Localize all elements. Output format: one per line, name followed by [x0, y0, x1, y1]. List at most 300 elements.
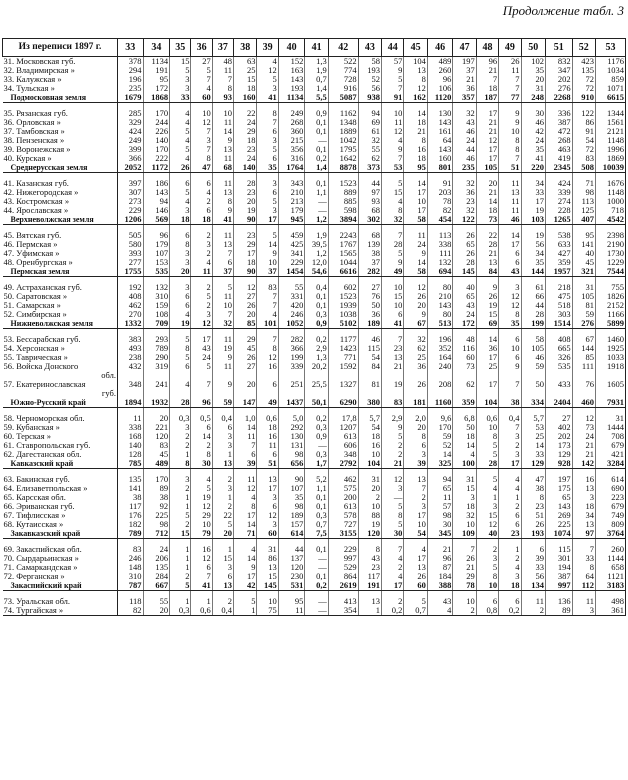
value-cell: 7: [191, 572, 212, 581]
value-cell: 159: [143, 301, 170, 310]
value-cell: 130: [278, 432, 305, 441]
value-cell: 347: [545, 66, 572, 75]
value-cell: 7: [257, 292, 278, 301]
value-cell: 187: [476, 93, 498, 103]
value-cell: 134: [521, 581, 545, 591]
value-cell: 31: [358, 475, 381, 484]
value-cell: 20: [404, 301, 427, 310]
value-cell: 65: [453, 292, 476, 301]
summary-row: [3, 215, 626, 225]
value-cell: 125: [572, 206, 595, 215]
summary-row: [3, 319, 626, 329]
value-cell: 2: [191, 441, 212, 450]
value-cell: 1514: [545, 319, 572, 329]
value-cell: [191, 389, 212, 398]
value-cell: 6: [521, 545, 545, 554]
value-cell: 343: [278, 179, 305, 188]
value-cell: 0,2: [382, 606, 404, 616]
value-cell: 143: [143, 188, 170, 197]
value-cell: 712: [143, 529, 170, 539]
table-row: [3, 353, 626, 362]
value-cell: 12: [191, 502, 212, 511]
value-cell: 5: [382, 502, 404, 511]
value-cell: 32: [358, 136, 381, 145]
value-cell: 58: [521, 335, 545, 344]
value-cell: 9: [499, 109, 521, 118]
region-cell: 52. Симбирская »: [3, 310, 67, 319]
value-cell: 8878: [328, 163, 358, 173]
value-cell: [212, 371, 233, 380]
table-row: [3, 389, 626, 398]
value-cell: 3: [170, 423, 191, 432]
value-cell: 61: [358, 127, 381, 136]
value-cell: 23: [453, 197, 476, 206]
value-cell: 8: [257, 109, 278, 118]
value-cell: 2: [212, 475, 233, 484]
value-cell: [170, 389, 191, 398]
value-cell: 27: [358, 283, 381, 292]
value-cell: 3: [257, 179, 278, 188]
value-cell: 5: [476, 441, 498, 450]
value-cell: 98: [427, 511, 453, 520]
value-cell: [382, 371, 404, 380]
value-cell: 206: [143, 554, 170, 563]
value-cell: 145: [453, 267, 476, 277]
value-cell: 290: [143, 353, 170, 362]
value-cell: [118, 389, 144, 398]
value-cell: 7: [191, 75, 212, 84]
value-cell: 30: [521, 109, 545, 118]
table-row: [3, 380, 626, 389]
value-cell: 0,3: [305, 511, 328, 520]
value-cell: 12,0: [305, 258, 328, 267]
header-col-46: 46: [427, 39, 453, 57]
value-cell: 192: [118, 283, 144, 292]
value-cell: 1134: [278, 93, 305, 103]
value-cell: 31: [521, 84, 545, 93]
value-cell: 10: [358, 502, 381, 511]
value-cell: 7,5: [305, 529, 328, 539]
value-cell: 0,6: [191, 606, 212, 616]
value-cell: 9: [476, 283, 498, 292]
value-cell: 59: [572, 310, 595, 319]
value-cell: 1592: [328, 362, 358, 371]
value-cell: 10: [257, 258, 278, 267]
value-cell: 81: [572, 301, 595, 310]
value-cell: 6: [191, 206, 212, 215]
value-cell: 103: [521, 215, 545, 225]
value-cell: 26: [453, 249, 476, 258]
value-cell: 179: [143, 240, 170, 249]
region-cell: Подмосковная земля: [3, 93, 118, 103]
header-col-35: 35: [170, 39, 191, 57]
value-cell: 176: [118, 511, 144, 520]
value-cell: 44: [358, 179, 381, 188]
value-cell: 1144: [596, 554, 626, 563]
value-cell: 13: [404, 66, 427, 75]
value-cell: 10: [404, 197, 427, 206]
value-cell: 16: [572, 475, 595, 484]
value-cell: 910: [572, 93, 595, 103]
value-cell: 614: [278, 529, 305, 539]
value-cell: 20: [521, 75, 545, 84]
value-cell: 789: [118, 529, 144, 539]
value-cell: 3: [191, 136, 212, 145]
value-cell: 199: [521, 319, 545, 329]
value-cell: 193: [358, 66, 381, 75]
value-cell: 8: [404, 432, 427, 441]
value-cell: 1148: [596, 188, 626, 197]
value-cell: 3764: [596, 529, 626, 539]
value-cell: 163: [278, 66, 305, 75]
value-cell: 6: [257, 127, 278, 136]
value-cell: 23: [234, 231, 257, 240]
value-cell: 1764: [278, 163, 305, 173]
value-cell: 7544: [596, 267, 626, 277]
value-cell: 111: [427, 249, 453, 258]
table-row: [3, 188, 626, 197]
region-cell: 55. Таврическая »: [3, 353, 68, 362]
value-cell: 4: [382, 572, 404, 581]
value-cell: 17: [382, 581, 404, 591]
header-col-39: 39: [257, 39, 278, 57]
value-cell: 4: [257, 57, 278, 67]
region-cell: 56. Войска Донского: [3, 362, 79, 371]
value-cell: 27: [545, 414, 572, 423]
value-cell: 1605: [596, 380, 626, 389]
value-cell: 1: [170, 554, 191, 563]
value-cell: 33: [521, 188, 545, 197]
value-cell: 393: [118, 249, 144, 258]
value-cell: 11: [118, 414, 144, 423]
value-cell: 809: [596, 520, 626, 529]
region-cell: 48. Оренбургская »: [3, 258, 73, 267]
value-cell: [358, 371, 381, 380]
value-cell: 339: [545, 188, 572, 197]
value-cell: 82: [118, 606, 144, 616]
table-row: [3, 75, 626, 84]
value-cell: 345: [427, 529, 453, 539]
value-cell: 8: [499, 310, 521, 319]
value-cell: 0,2: [305, 335, 328, 344]
value-cell: [212, 389, 233, 398]
value-cell: 64: [572, 572, 595, 581]
value-cell: 319: [143, 362, 170, 371]
value-cell: 249: [278, 109, 305, 118]
value-cell: 1795: [328, 145, 358, 154]
value-cell: 28: [382, 240, 404, 249]
value-cell: 56: [521, 240, 545, 249]
value-cell: 1,7: [305, 459, 328, 469]
value-cell: 10: [212, 109, 233, 118]
value-cell: [404, 389, 427, 398]
value-cell: 0,7: [404, 606, 427, 616]
value-cell: [427, 389, 453, 398]
header-col-48: 48: [476, 39, 498, 57]
value-cell: 20: [170, 267, 191, 277]
table-row: [3, 362, 626, 371]
value-cell: 2404: [545, 398, 572, 408]
value-cell: 6: [170, 301, 191, 310]
value-cell: 48: [212, 57, 233, 67]
value-cell: 1,0: [234, 414, 257, 423]
value-cell: 0,4: [499, 414, 521, 423]
value-cell: 11: [212, 362, 233, 371]
value-cell: 1565: [328, 249, 358, 258]
value-cell: 19: [358, 520, 381, 529]
value-cell: 12: [257, 353, 278, 362]
value-cell: 122: [572, 109, 595, 118]
value-cell: 21: [382, 362, 404, 371]
value-cell: 4: [170, 197, 191, 206]
value-cell: 91: [427, 179, 453, 188]
value-cell: 8: [257, 344, 278, 353]
value-cell: 25: [234, 66, 257, 75]
value-cell: 402: [545, 423, 572, 432]
value-cell: 10: [257, 597, 278, 606]
value-cell: 1561: [596, 118, 626, 127]
value-cell: 6: [499, 520, 521, 529]
value-cell: 12: [572, 414, 595, 423]
value-cell: 3: [212, 441, 233, 450]
value-cell: 16: [257, 432, 278, 441]
value-cell: 4: [170, 118, 191, 127]
value-cell: 1925: [596, 344, 626, 353]
value-cell: 1642: [328, 154, 358, 163]
value-cell: 3: [212, 484, 233, 493]
value-cell: 8: [191, 154, 212, 163]
value-cell: 130: [427, 109, 453, 118]
region-cell: 47. Уфимская »: [3, 249, 60, 258]
value-cell: 24: [404, 240, 427, 249]
value-cell: 184: [427, 572, 453, 581]
value-cell: 5: [257, 197, 278, 206]
value-cell: 11: [427, 493, 453, 502]
value-cell: 105: [572, 292, 595, 301]
value-cell: 57: [382, 57, 404, 67]
value-cell: 2: [191, 249, 212, 258]
value-cell: 238: [118, 353, 144, 362]
value-cell: 173: [545, 441, 572, 450]
value-cell: 4: [170, 136, 191, 145]
value-cell: 4: [191, 475, 212, 484]
value-cell: 5: [212, 520, 233, 529]
value-cell: 181: [404, 398, 427, 408]
region-cell: 32. Владимирская »: [3, 66, 75, 75]
value-cell: 107: [278, 484, 305, 493]
value-cell: 91: [572, 127, 595, 136]
value-cell: 203: [427, 188, 453, 197]
value-cell: 348: [118, 380, 144, 389]
value-cell: 0,8: [476, 606, 498, 616]
region-cell: 40. Курская »: [3, 154, 52, 163]
value-cell: 16: [358, 441, 381, 450]
value-cell: 101: [257, 319, 278, 329]
value-cell: 408: [118, 292, 144, 301]
value-cell: 36: [453, 84, 476, 93]
value-cell: 1767: [328, 240, 358, 249]
value-cell: 12: [191, 554, 212, 563]
value-cell: 24: [143, 545, 170, 554]
value-cell: 23: [499, 529, 521, 539]
value-cell: 749: [596, 511, 626, 520]
value-cell: 408: [545, 335, 572, 344]
value-cell: 135: [143, 563, 170, 572]
value-cell: 197: [453, 57, 476, 67]
value-cell: 54: [358, 353, 381, 362]
value-cell: 268: [278, 118, 305, 127]
value-cell: 87: [427, 563, 453, 572]
region-cell: 53. Бессарабская губ.: [3, 335, 81, 344]
value-cell: 7: [382, 231, 404, 240]
region-cell: 57. Екатеринославская: [3, 380, 86, 389]
value-cell: 88: [358, 511, 381, 520]
value-cell: 285: [118, 109, 144, 118]
value-cell: 1939: [328, 301, 358, 310]
value-cell: 10: [499, 127, 521, 136]
value-cell: 17: [404, 554, 427, 563]
value-cell: 27: [234, 292, 257, 301]
value-cell: 143: [278, 75, 305, 84]
value-cell: 17: [257, 484, 278, 493]
value-cell: 1176: [596, 57, 626, 67]
value-cell: 93: [212, 93, 233, 103]
value-cell: 3: [257, 136, 278, 145]
value-cell: 38: [118, 493, 144, 502]
value-cell: 41: [257, 93, 278, 103]
value-cell: 12: [499, 292, 521, 301]
table-row: [3, 292, 626, 301]
value-cell: 21: [404, 127, 427, 136]
value-cell: 6: [191, 423, 212, 432]
value-cell: 41: [382, 319, 404, 329]
value-cell: [545, 389, 572, 398]
value-cell: 66: [521, 292, 545, 301]
value-cell: 0,1: [305, 118, 328, 127]
value-cell: 141: [572, 240, 595, 249]
value-cell: 19: [191, 493, 212, 502]
value-cell: 241: [143, 380, 170, 389]
value-cell: 189: [278, 511, 305, 520]
value-cell: 28: [476, 240, 498, 249]
value-cell: 229: [328, 545, 358, 554]
value-cell: 667: [143, 581, 170, 591]
value-cell: 3: [572, 606, 595, 616]
value-cell: 27: [234, 362, 257, 371]
value-cell: 10: [476, 581, 498, 591]
value-cell: 12: [404, 283, 427, 292]
value-cell: [234, 389, 257, 398]
value-cell: 33: [170, 93, 191, 103]
value-cell: 2: [170, 441, 191, 450]
value-cell: 191: [143, 66, 170, 75]
value-cell: 17: [191, 335, 212, 344]
value-cell: 28: [234, 179, 257, 188]
value-cell: 1460: [596, 335, 626, 344]
value-cell: 24: [453, 310, 476, 319]
region-cell: 34. Тульская »: [3, 84, 55, 93]
value-cell: 13: [572, 520, 595, 529]
value-cell: 518: [545, 301, 572, 310]
value-cell: 14: [234, 554, 257, 563]
value-cell: 67: [404, 319, 427, 329]
value-cell: 145: [257, 581, 278, 591]
value-cell: 310: [143, 292, 170, 301]
value-cell: 40: [572, 249, 595, 258]
value-cell: 15: [476, 310, 498, 319]
value-cell: 4: [476, 484, 498, 493]
value-cell: 225: [545, 520, 572, 529]
value-cell: 21: [427, 545, 453, 554]
region-cell: Закавказский край: [3, 529, 118, 539]
value-cell: 2,9: [382, 414, 404, 423]
value-cell: 223: [596, 493, 626, 502]
value-cell: 1869: [596, 154, 626, 163]
value-cell: 419: [545, 154, 572, 163]
table-row: [3, 475, 626, 484]
value-cell: 6: [499, 335, 521, 344]
value-cell: 378: [118, 57, 144, 67]
value-cell: 64: [427, 136, 453, 145]
value-cell: 179: [278, 206, 305, 215]
value-cell: [143, 371, 170, 380]
table-row: [3, 301, 626, 310]
value-cell: 3: [170, 475, 191, 484]
value-cell: 11: [572, 597, 595, 606]
value-cell: 11: [499, 197, 521, 206]
value-cell: 1894: [118, 398, 144, 408]
value-cell: 104: [358, 459, 381, 469]
value-cell: 1868: [143, 93, 170, 103]
value-cell: 3: [476, 502, 498, 511]
value-cell: 359: [453, 398, 476, 408]
value-cell: 109: [453, 529, 476, 539]
value-cell: 2: [191, 301, 212, 310]
value-cell: 60: [404, 581, 427, 591]
value-cell: 3: [170, 249, 191, 258]
value-cell: 22: [476, 231, 498, 240]
value-cell: 1229: [596, 258, 626, 267]
table-row: [3, 310, 626, 319]
value-cell: 43: [427, 597, 453, 606]
value-cell: 46: [521, 118, 545, 127]
value-cell: 2: [212, 597, 233, 606]
value-cell: 21: [382, 459, 404, 469]
value-cell: 60: [257, 529, 278, 539]
value-cell: 357: [453, 93, 476, 103]
value-cell: 43: [191, 344, 212, 353]
value-cell: 17: [521, 197, 545, 206]
value-cell: 373: [358, 163, 381, 173]
value-cell: 14: [404, 179, 427, 188]
value-cell: 90: [278, 475, 305, 484]
value-cell: 17: [404, 188, 427, 197]
value-cell: 5: [170, 188, 191, 197]
value-cell: 268: [545, 136, 572, 145]
table-row: [3, 572, 626, 581]
value-cell: 12: [382, 127, 404, 136]
value-cell: 49: [382, 267, 404, 277]
table-body: [3, 57, 626, 616]
value-cell: 2: [499, 441, 521, 450]
value-cell: 274: [545, 197, 572, 206]
value-cell: 310: [118, 572, 144, 581]
value-cell: 33: [521, 563, 545, 572]
value-cell: 5: [191, 484, 212, 493]
value-cell: 5,2: [305, 475, 328, 484]
value-cell: 139: [358, 240, 381, 249]
value-cell: 77: [499, 93, 521, 103]
